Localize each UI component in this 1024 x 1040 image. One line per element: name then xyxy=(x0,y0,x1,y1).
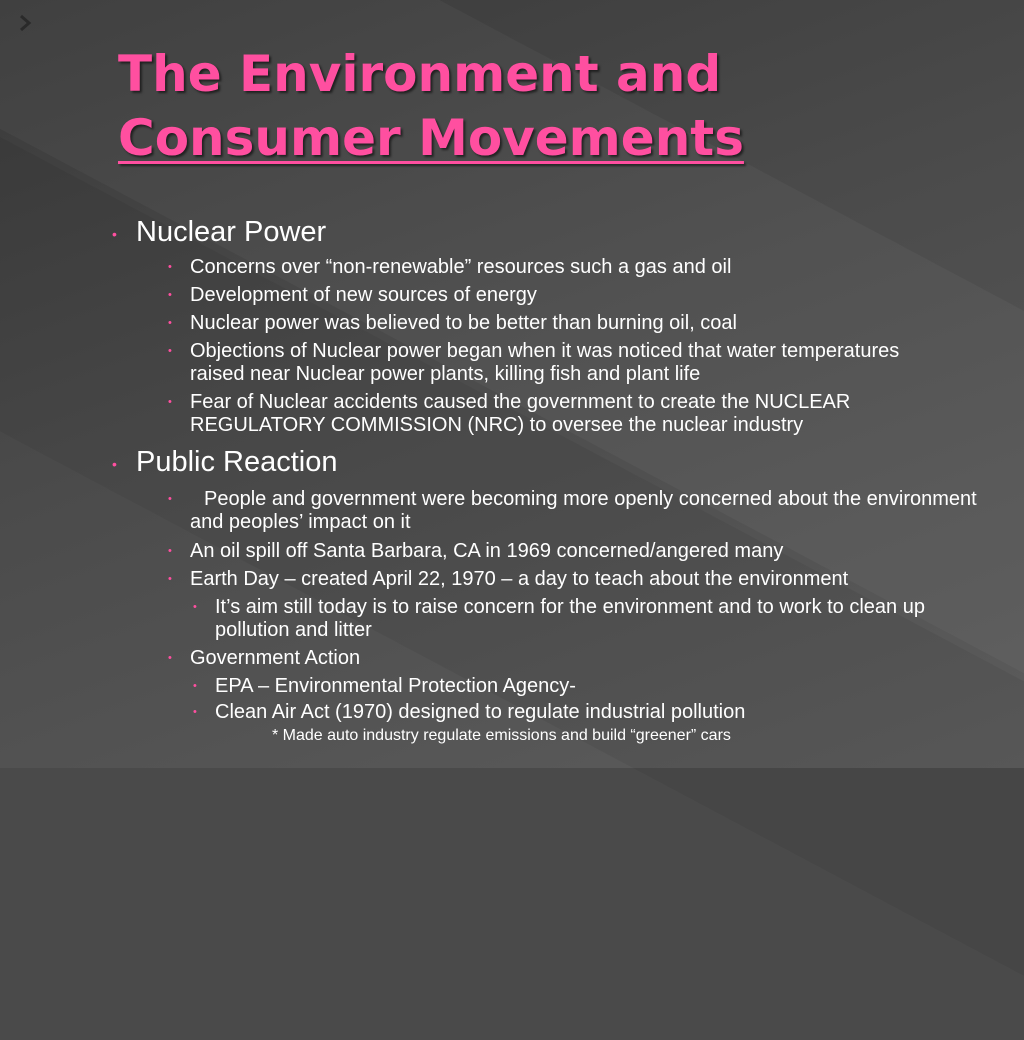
list-item xyxy=(168,256,990,279)
bullet-icon: • xyxy=(168,345,172,357)
sub-list-item-text: It’s aim still today is to raise concern for the environment and to work to clean up pollution and litter xyxy=(215,596,925,641)
bullet-icon: • xyxy=(168,317,172,329)
list-item xyxy=(168,540,990,563)
bullet-icon: • xyxy=(112,226,117,242)
section-heading-public-reaction xyxy=(112,446,338,478)
title-line-2: Consumer Movements xyxy=(118,109,744,167)
heading-text: Nuclear Power xyxy=(136,216,327,248)
bullet-icon: • xyxy=(193,601,197,613)
bullet-icon: • xyxy=(193,680,197,692)
title-line-1: The Environment and xyxy=(118,45,722,103)
list-item xyxy=(168,312,990,335)
list-item xyxy=(168,488,1010,534)
sub-list-item xyxy=(193,596,975,642)
bullet-icon: • xyxy=(168,261,172,273)
list-item xyxy=(168,568,990,591)
bullet-icon: • xyxy=(168,573,172,585)
footnote: * Made auto industry regulate emissions and build “greener” cars xyxy=(272,727,731,744)
list-item-text: Government Action xyxy=(190,647,361,669)
bullet-icon: • xyxy=(168,396,172,408)
list-item-text: Concerns over “non-renewable” resources such a gas and oil xyxy=(190,256,732,278)
bullet-icon: • xyxy=(168,289,172,301)
list-item-text: Objections of Nuclear power began when it was noticed that water temperatures raised near Nuclear power plants, killing fish and plant life xyxy=(190,340,900,385)
list-item-text: Earth Day – created April 22, 1970 – a day to teach about the environment xyxy=(190,568,849,590)
bullet-icon: • xyxy=(168,493,172,505)
list-item-text: Development of new sources of energy xyxy=(190,284,537,306)
sub-list-item-text: EPA – Environmental Protection Agency- xyxy=(215,675,576,697)
list-item xyxy=(168,284,990,307)
bullet-icon: • xyxy=(168,545,172,557)
list-item xyxy=(168,340,910,386)
list-item xyxy=(168,391,980,437)
list-item-text: Nuclear power was believed to be better than burning oil, coal xyxy=(190,312,737,334)
sub-list-item xyxy=(193,675,975,698)
list-item-text: People and government were becoming more openly concerned about the environment and peoples’ impact on it xyxy=(190,488,977,533)
list-item-text: Fear of Nuclear accidents caused the government to create the NUCLEAR REGULATORY COMMISSION (NRC) to oversee the nuclear industry xyxy=(190,391,851,436)
sub-list-item xyxy=(193,701,975,724)
bullet-icon: • xyxy=(193,706,197,718)
section-heading-nuclear-power xyxy=(112,216,327,248)
sub-list-item-text: Clean Air Act (1970) designed to regulate industrial pollution xyxy=(215,701,746,723)
heading-text: Public Reaction xyxy=(136,446,338,478)
list-item xyxy=(168,647,990,670)
bullet-icon: • xyxy=(168,652,172,664)
bullet-icon: • xyxy=(112,456,117,472)
list-item-text: An oil spill off Santa Barbara, CA in 1969 concerned/angered many xyxy=(190,540,784,562)
